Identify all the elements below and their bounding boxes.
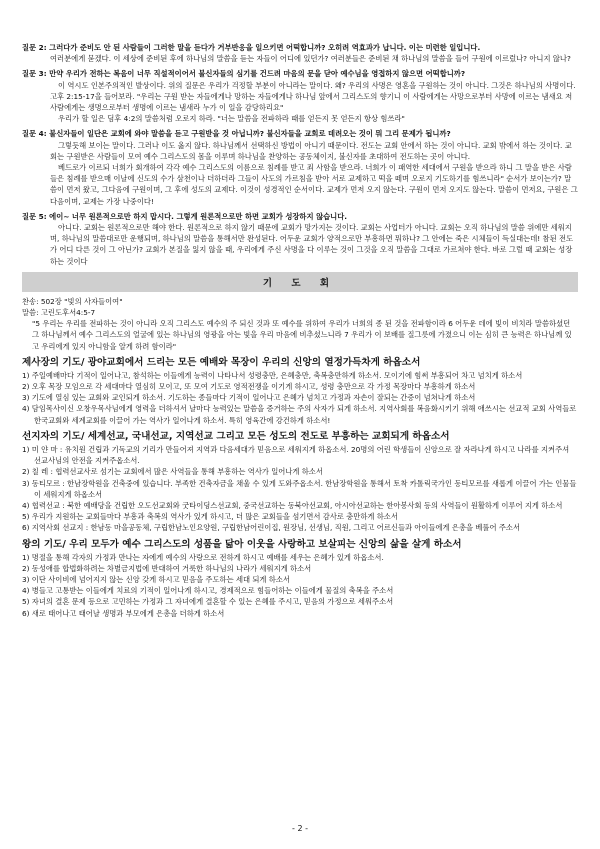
section-title: 제사장의 기도/ 광야교회에서 드리는 모든 예배와 목장이 우리의 신앙의 열정가득차게 하옵소서 [22, 356, 421, 368]
answer-paragraph: 아니다. 교회는 원론적으로만 해야 한다. 원론적으로 하지 않기 때문에 교회가 망가지는 것이다. 교회는 사업터가 아니다. 교회는 오직 하나님의 말씀 위에만 세워지며, 하나님의 말씀대로만 운행되며, 하나님의 말씀을 통해서만 완성된다. 어두운 교회가 양적으로만 부흥하면 뭐하나? 그 안에는 죽은 시체들이 득실대는데! 참된 전도가 어디 다른 것이 그 아닌가? 교회가 본질을 잃지 않을 때, 우리에게 주신 사명을 다 이루는 것이 그것을 오직 말씀을 그대로 가르쳐야 한다. 바로 그럴 때 교회는 성장하는 것이다 [50, 223, 574, 266]
scripture-text: "5 우리는 우리를 전파하는 것이 아니라 오직 그리스도 예수의 주 되신 것과 또 예수를 위하여 우리가 너희의 종 된 것을 전파함이라 6 어두운 데에 빛이 비치라 말씀하셨던 그 하나님께서 예수 그리스도의 얼굴에 있는 하나님의 영광을 아는 빛을 우리 마음에 비추셨느니라 7 우리가 이 보배를 질그릇에 가졌으니 이는 심히 큰 능력은 하나님께 있고 우리에게 있지 아니함을 알게 하려 함이라" [32, 319, 572, 351]
question-4 [22, 128, 578, 206]
answer-paragraph: 이 역시도 인본주의적인 발상이다. 위의 질문은 우리가 걱정할 부분이 아니라는 말이다. 왜? 우리의 사명은 영혼을 구원하는 것이 아니다. 그것은 하나님의 사명이다. 고후 2:15-17을 들어보라. "우리는 구원 받는 자들에게나 망하는 자들에게나 하나님 앞에서 그리스도의 향기니 이 사람에게는 사망으로부터 사망에 이르는 냄새요 저 사람에게는 생명으로부터 생명에 이르는 냄새라 누가 이 일을 감당하리요" [50, 80, 576, 113]
list-item: 3) 이단 사이비에 넘어지지 않는 신앙 갖게 하시고 믿음을 주도하는 세대 되게 하소서 [22, 574, 290, 584]
list-item: 5) 우리가 지원하는 교회들마다 부흥과 축복의 역사가 있게 하시고, 더 많은 교회들을 섬기면서 감사로 충만하게 하소서 [22, 512, 398, 522]
page-number: - 2 - [292, 824, 308, 833]
list-item: 2) 오후 목장 모임으로 각 세대마다 열심히 모이고, 또 모여 기도로 영적전쟁을 이기게 하시고, 성령 충만으로 각 가정 목장마다 부흥하게 하소서 [22, 382, 476, 392]
list-item: 3) 동티모르 : 한남장학원을 건축중에 있습니다. 부족한 건축자금을 채울 수 있게 도와주옵소서. 한남장학원을 통해서 토착 카톨릭국가인 동티모르를 새롭게 이끌어 가는 인물들이 세워지게 하옵소서 [22, 478, 577, 499]
scripture-reference: 말씀: 고린도후서4:5-7 [22, 308, 96, 318]
answer-paragraph: 여러분에게 묻겠다. 이 세상에 준비된 후에 하나님의 말씀을 듣는 자들이 어디에 있던가? 여러분들은 준비된 채 하나님의 말씀을 들어 구원에 이르렀나? 아니지 않나? [50, 54, 571, 64]
list-item: 6) 지역사회 선교지 : 한남동 마을공동체, 구립한남노인요양원, 구립한남어린이집, 원장님, 선생님, 직원, 그리고 어르신들과 아이들에게 은총을 베풀어 주소서 [22, 523, 520, 533]
page-content [22, 42, 578, 619]
hymn-line: 찬송: 502장 "빛의 사자들이여" [22, 296, 123, 306]
prayer-section-prophet [22, 430, 578, 534]
list-item: 4) 담임목사이신 오창우목사님에게 영력을 더하셔서 날마다 능력있는 말씀을 증거하는 주의 사자가 되게 하소서. 지역사회를 복음화시키기 위해 애쓰시는 선교적 교회 사역들로 한국교회와 세계교회를 이끌어 가는 역사가 일어나게 하소서. 특히 영육간에 강건하게 하소서! [22, 404, 577, 425]
question-head: 질문 2: 그러다가 준비도 안 된 사람들이 그러한 말을 듣다가 거부반응을 일으키면 어떡합니까? 오히려 역효과가 납니다. 이는 미련한 일입니다. [22, 43, 481, 52]
list-item: 1) 미 얀 마 : 유치원 건립과 기독교의 기리가 만들어져 지역과 다음세대가 믿음으로 세워지게 하옵소서. 20명의 어린 학생들이 신앙으로 잘 자라나게 하시고 나라를 지켜주셔 선교사님의 안전을 지켜주옵소서. [22, 444, 570, 466]
prayer-section-king [22, 538, 578, 619]
list-item: 4) 병들고 고통받는 이들에게 치료의 기적이 일어나게 하시고, 경제적으로 힘들어하는 이들에게 물질의 축복을 주소서 [22, 586, 394, 596]
answer-paragraph: 베드로가 이르되 너희가 회개하여 각각 예수 그리스도의 이름으로 침례를 받고 죄 사함을 받으라. 너희가 이 패역한 세대에서 구원을 받으라 하니 그 말을 받은 사람들은 침례를 받으매 이날에 신도의 수가 삼천이나 더하더라 그들이 사도의 가르침을 받아 서로 교제하고 떡을 떼며 오로지 기도하기를 힘쓰니라" 순서가 보이는가? 말씀이 먼저 왔고, 그다음에 구원이며, 그 후에 성도의 교제다. 이것이 성경적인 순서이다. 교제가 먼저 오지 않는다. 구원이 먼저 오지도 않는다. 말씀이 먼저요, 구원은 그다음이며, 교제는 가장 나중이다! [50, 163, 578, 206]
answer-paragraph: 우리가 할 일은 딤후 4:2의 말씀처럼 오로지 하라. "너는 말씀을 전파하라 때를 얻든지 못 얻든지 항상 힘쓰라" [58, 114, 405, 124]
list-item: 1) 명절을 통해 각자의 가정과 만나는 자에게 예수의 사랑으로 전하게 하시고 예배를 세우는 은혜가 있게 하옵소서. [22, 552, 384, 562]
section-title: 선지자의 기도/ 세계선교, 국내선교, 지역선교 그리고 모든 성도의 전도로 부흥하는 교회되게 하옵소서 [22, 430, 450, 442]
prayer-meeting-banner: 기 도 회 [22, 272, 578, 292]
list-item: 6) 새로 태어나고 태어날 생명과 부모에게 은총을 더하게 하소서 [22, 608, 225, 618]
list-item: 5) 자녀의 결혼 문제 등으로 고민하는 가정과 그 자녀에게 결혼할 수 있는 은혜를 주시고, 믿음의 가정으로 세워주소서 [22, 597, 394, 607]
prayer-section-priest [22, 356, 578, 426]
question-head: 질문 4: 불신자들이 일단은 교회에 와야 말씀을 듣고 구원받을 것 아닙니까? 불신자들을 교회로 데려오는 것이 뭐 그리 문제가 됩니까? [22, 129, 451, 139]
list-item: 1) 주일예배마다 기적이 일어나고, 참석하는 이들에게 능력이 나타나서 성령충만, 은혜충만, 축복충만하게 하소서. 모이기에 힘써 부흥되어 차고 넘치게 하소서 [22, 370, 523, 380]
section-title: 왕의 기도/ 우리 모두가 예수 그리스도의 성품을 닮아 이웃을 사랑하고 보살피는 신앙의 삶을 살게 하소서 [22, 538, 462, 550]
list-item: 2) 동성애를 합법화하려는 차별금지법에 반대하여 거룩한 하나님의 나라가 세워지게 하소서 [22, 563, 312, 573]
list-item: 4) 협력선교 : 북한 예배당을 건립한 오도선교회와 굿타이딩스선교회, 중국선교하는 동북아선교회, 아시아선교하는 한아봉사회 등의 사역들이 원활하게 이루어 지게 하소서 [22, 500, 563, 510]
list-item: 2) 칠 레 : 협력선교사로 섬기는 교회에서 많은 사역들을 통해 부흥하는 역사가 일어나게 하소서 [22, 467, 323, 477]
question-head: 질문 3: 만약 우리가 전하는 복음이 너무 직설적이어서 불신자들의 심기를 건드려 마음의 문을 닫아 예수님을 영접하지 않으면 어떡합니까? [22, 69, 466, 79]
question-5 [22, 211, 578, 267]
question-head: 질문 5: 에이~ 너무 원론적으로만 하지 맙시다. 그렇게 원론적으로만 하면 교회가 성장하지 않습니다. [22, 211, 348, 221]
question-3 [22, 68, 578, 124]
list-item: 3) 기도에 열심 있는 교회와 교인되게 하소서. 기도하는 종들마다 기적이 일어나고 은혜가 넘치고 가정과 자손이 잘되는 간증이 넘쳐나게 하소서 [22, 393, 476, 403]
answer-paragraph: 그렇듯해 보이는 말이다. 그러나 이도 옳지 않다. 하나님께서 선택하신 방법이 아니기 때문이다. 전도는 교회 안에서 하는 것이 아니다. 교회 밖에서 하는 것이다. 교회는 구원받은 사람들이 모여 예수 그리스도의 몸을 이루며 하나님을 찬양하는 공동체이지, 불신자를 초대하여 전도하는 곳이 아니다. [50, 140, 572, 161]
question-2 [22, 42, 578, 64]
